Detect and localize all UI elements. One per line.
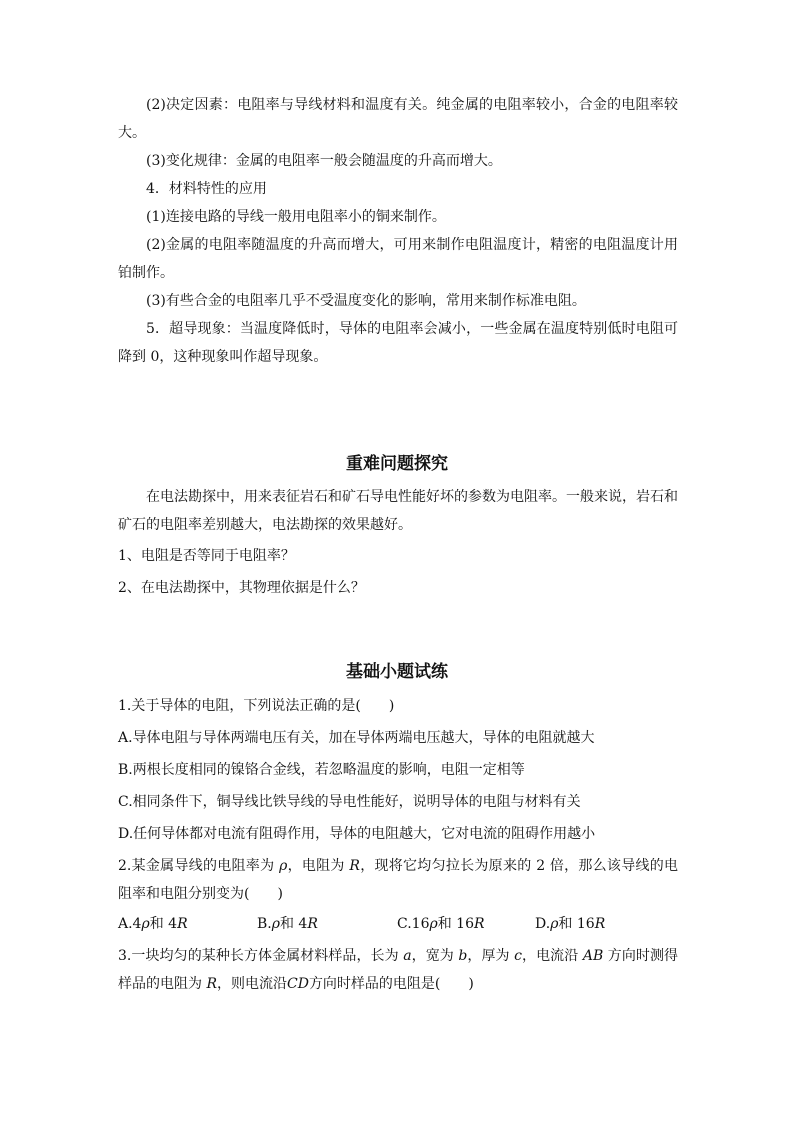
exercise-1-option-a: A.导体电阻与导体两端电压有关，加在导体两端电压越大，导体的电阻就越大 (118, 730, 595, 746)
section-title-key-problems: 重难问题探究 (346, 454, 448, 474)
exercise-1-stem: 1.关于导体的电阻，下列说法正确的是( ) (118, 698, 395, 714)
math-rho: ρ (279, 858, 288, 874)
paragraph-copper-wire: (1)连接电路的导线一般用电阻率小的铜来制作。 (146, 209, 446, 225)
exercise-2-option-d: D.ρ和 16R (535, 916, 606, 932)
section-title-basic-exercises: 基础小题试练 (346, 662, 448, 682)
question-item-1: 1、电阻是否等同于电阻率？ (118, 548, 295, 564)
paragraph-superconductivity: 5．超导现象：当温度降低时，导体的电阻率会减小，一些金属在温度特别低时电阻可降到 0，这种现象叫作超导现象。 (118, 321, 678, 365)
exercise-1-option-d: D.任何导体都对电流有阻碍作用，导体的电阻越大，它对电流的阻碍作用越小 (118, 826, 596, 842)
paragraph-resistance-thermometer: (2)金属的电阻率随温度的升高而增大，可用来制作电阻温度计，精密的电阻温度计用铂制作。 (118, 237, 678, 281)
exercise-3-stem: 3.一块均匀的某种长方体金属材料样品，长为 a，宽为 b，厚为 c，电流沿 AB 方向时测得样品的电阻为 R，则电流沿CD方向时样品的电阻是( ) (118, 948, 679, 992)
exercise-2-option-b: B.ρ和 4R (257, 916, 318, 932)
paragraph-electrical-prospecting: 在电法勘探中，用来表征岩石和矿石导电性能好坏的参数为电阻率。一般来说，岩石和矿石的电阻率差别越大，电法勘探的效果越好。 (118, 489, 678, 533)
paragraph-material-application-heading: 4．材料特性的应用 (146, 181, 267, 197)
question-item-2: 2、在电法勘探中，其物理依据是什么？ (118, 580, 365, 596)
paragraph-standard-resistor: (3)有些合金的电阻率几乎不受温度变化的影响，常用来制作标准电阻。 (146, 293, 586, 309)
paragraph-resistivity-factors: (2)决定因素：电阻率与导线材料和温度有关。纯金属的电阻率较小，合金的电阻率较大。 (118, 97, 678, 141)
exercise-2-options (118, 910, 678, 938)
exercise-1-option-b: B.两根长度相同的镍铬合金线，若忽略温度的影响，电阻一定相等 (118, 762, 525, 778)
math-R: R (349, 858, 360, 874)
exercise-2-stem: 2.某金属导线的电阻率为 ρ，电阻为 R，现将它均匀拉长为原来的 2 倍，那么该导线的电阻率和电阻分别变为( ) (118, 858, 679, 902)
exercise-1-option-c: C.相同条件下，铜导线比铁导线的导电性能好，说明导体的电阻与材料有关 (118, 794, 581, 810)
paragraph-resistivity-variation: (3)变化规律：金属的电阻率一般会随温度的升高而增大。 (146, 153, 502, 169)
exercise-2-option-c: C.16ρ和 16R (397, 916, 485, 932)
exercise-2-option-a: A.4ρ和 4R (118, 916, 188, 932)
